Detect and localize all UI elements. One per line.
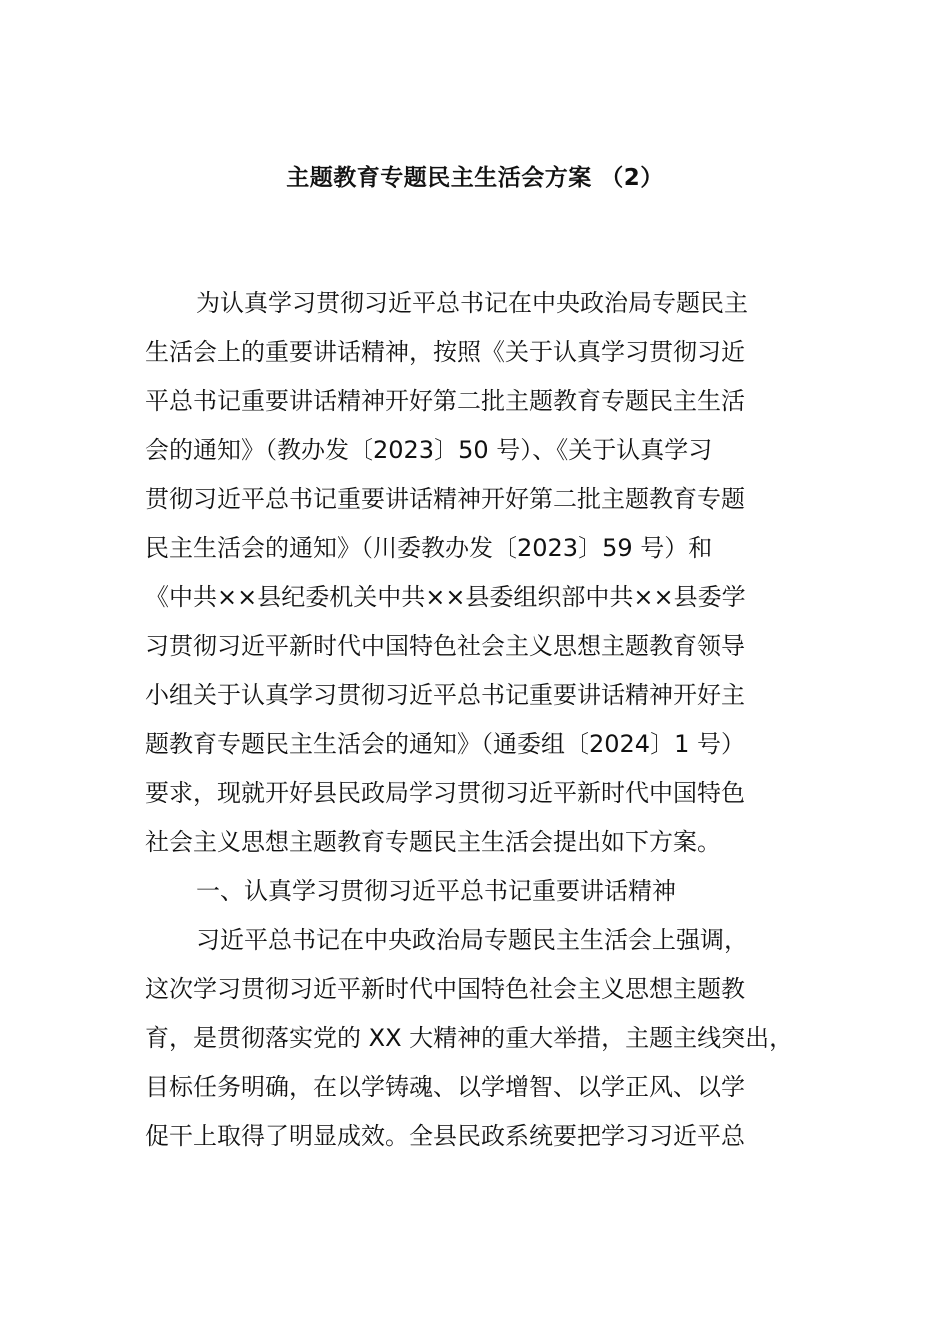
body-line: 会的通知》（教办发〔2023〕50 号）、《关于认真学习 xyxy=(145,436,713,464)
body-line: 《中共××县纪委机关中共××县委组织部中共××县委学 xyxy=(145,583,746,611)
body-line: 为认真学习贯彻习近平总书记在中央政治局专题民主 xyxy=(196,289,748,317)
body-line: 题教育专题民主生活会的通知》（通委组〔2024〕1 号） xyxy=(145,730,745,758)
body-line: 习贯彻习近平新时代中国特色社会主义思想主题教育领导 xyxy=(145,632,745,660)
body-line: 这次学习贯彻习近平新时代中国特色社会主义思想主题教 xyxy=(145,975,745,1003)
body-line: 平总书记重要讲话精神开好第二批主题教育专题民主生活 xyxy=(145,387,745,415)
body-line: 习近平总书记在中央政治局专题民主生活会上强调， xyxy=(196,926,748,954)
body-line: 促干上取得了明显成效。全县民政系统要把学习习近平总 xyxy=(145,1122,745,1150)
body-line: 要求，现就开好县民政局学习贯彻习近平新时代中国特色 xyxy=(145,779,745,807)
body-line: 目标任务明确，在以学铸魂、以学增智、以学正风、以学 xyxy=(145,1073,745,1101)
section-heading: 一、认真学习贯彻习近平总书记重要讲话精神 xyxy=(196,877,676,905)
body-line: 社会主义思想主题教育专题民主生活会提出如下方案。 xyxy=(145,828,721,856)
body-line: 小组关于认真学习贯彻习近平总书记重要讲话精神开好主 xyxy=(145,681,745,709)
document-title: 主题教育专题民主生活会方案 （2） xyxy=(286,165,664,191)
body-line: 育，是贯彻落实党的 XX 大精神的重大举措，主题主线突出， xyxy=(145,1024,794,1052)
body-line: 民主生活会的通知》（川委教办发〔2023〕59 号）和 xyxy=(145,534,713,562)
body-line: 贯彻习近平总书记重要讲话精神开好第二批主题教育专题 xyxy=(145,485,745,513)
body-line: 生活会上的重要讲话精神，按照《关于认真学习贯彻习近 xyxy=(145,338,745,366)
